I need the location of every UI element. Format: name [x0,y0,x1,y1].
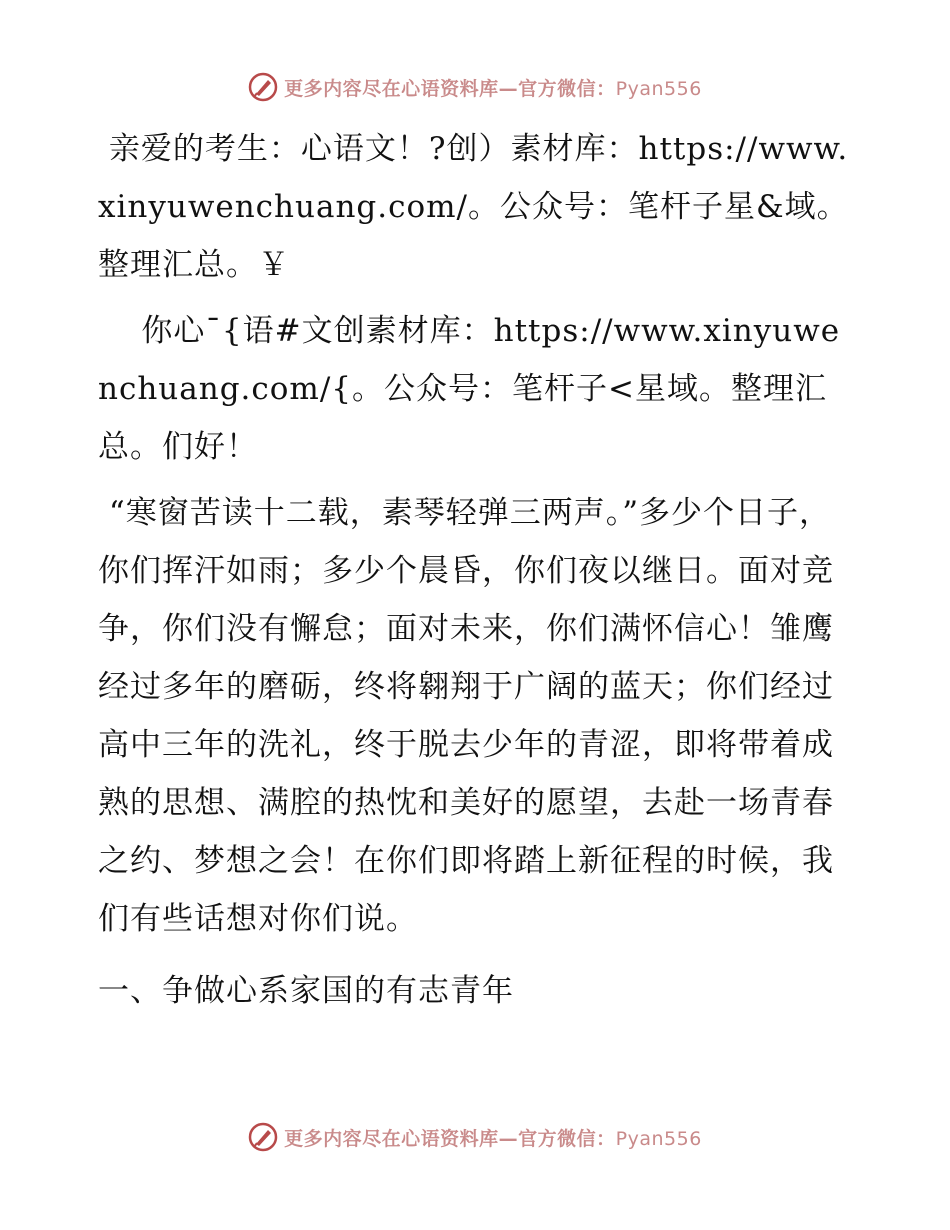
paragraph-intro: 亲爱的考生：心语文！?创）素材库：https://www.xinyuwenchuang.com/。公众号：笔杆子星&域。整理汇总。￥ [98,131,849,283]
document-body [98,120,850,1020]
banner-text [284,1124,702,1151]
banner-wechat-id: Pyan556 [615,77,702,100]
banner-text [284,74,702,101]
quill-pen-logo-icon [248,72,278,102]
quill-pen-logo-icon [248,1122,278,1152]
footer-banner [0,1122,950,1152]
section-heading: 一、争做心系家国的有志青年 [98,973,514,1009]
paragraph-main: “寒窗苦读十二载，素琴轻弹三两声。”多少个日子，你们挥汗如雨；多少个晨昏，你们夜以继日。面对竞争，你们没有懈怠；面对未来，你们满怀信心！雏鹰经过多年的磨砺，终将翱翔于广阔的蓝天；你们经过高中三年的洗礼，终于脱去少年的青涩，即将带着成熟的思想、满腔的热忱和美好的愿望，去赴一场青春之约、梦想之会！在你们即将踏上新征程的时候，我们有些话想对你们说。 [98,495,834,937]
banner-text-cn: 更多内容尽在心语资料库—官方微信： [284,77,616,100]
paragraph-greeting: 你心¯{语#文创素材库：https://www.xinyuwenchuang.com/{。公众号：笔杆子<星域。整理汇总。们好！ [98,313,841,465]
banner-text-cn: 更多内容尽在心语资料库—官方微信： [284,1127,616,1150]
banner-wechat-id: Pyan556 [615,1127,702,1150]
header-banner [0,72,950,102]
